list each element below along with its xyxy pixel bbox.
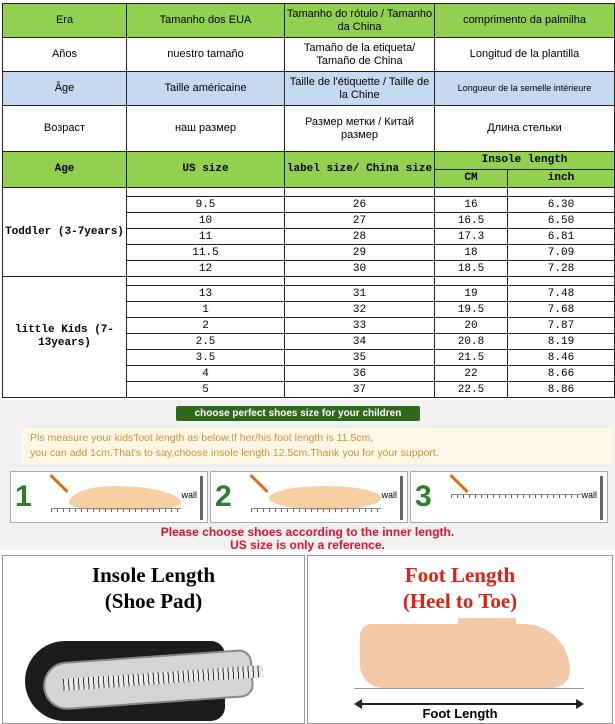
banner-note: [22, 428, 612, 464]
banner-note-line-1: Pls measure your kids'foot length as below.If her/his foot length is 11.5cm,: [30, 432, 374, 444]
spacer-cell: [435, 277, 508, 286]
wall-label: wall: [381, 490, 397, 500]
col-age-pt: Era: [3, 4, 127, 38]
cell-us: 9.5: [127, 197, 285, 213]
cell-inch: 6.81: [508, 229, 615, 245]
wall-icon: [200, 476, 203, 520]
col-insole-pt: comprimento da palmilha: [435, 4, 615, 38]
cell-inch: 7.68: [508, 302, 615, 318]
cell-cm: 19: [435, 286, 508, 302]
foot-image: [360, 624, 570, 688]
spacer-cell: [285, 277, 435, 286]
spacer-cell: [127, 277, 285, 286]
spacer-cell: [435, 188, 508, 197]
col-us-size-ru: наш размер: [127, 106, 285, 152]
cell-cm: 20.8: [435, 334, 508, 350]
cell-inch: 6.30: [508, 197, 615, 213]
cell-cm: 22.5: [435, 382, 508, 398]
red-note-line-1: Please choose shoes according to the inner length.: [160, 525, 455, 539]
cell-inch: 7.09: [508, 245, 615, 261]
col-age-en: Age: [3, 152, 127, 188]
col-insole-fr: Longueur de la semelle intérieure: [435, 72, 615, 106]
wall-icon: [400, 476, 403, 520]
header-row-portuguese: [3, 4, 615, 38]
col-label-size-fr: Taille de l'étiquette / Taille de la Chine: [285, 72, 435, 106]
cell-cn: 34: [285, 334, 435, 350]
header-row-french: [3, 72, 615, 106]
foot-length-label: [308, 706, 612, 721]
pencil-icon: [449, 474, 468, 493]
cell-cm: 18.5: [435, 261, 508, 277]
step-number: 1: [15, 480, 32, 513]
col-us-size-fr: Taille américaine: [127, 72, 285, 106]
cell-cn: 33: [285, 318, 435, 334]
cell-us: 13: [127, 286, 285, 302]
size-reference-note: [0, 526, 615, 552]
col-label-size-ru: Размер метки / Китай размер: [285, 106, 435, 152]
spacer-row: [3, 277, 615, 286]
banner-title: choose perfect shoes size for your children: [176, 406, 420, 421]
col-label-size-en: label size/ China size: [285, 152, 435, 188]
wall-icon: [600, 476, 603, 520]
spacer-cell: [285, 188, 435, 197]
cell-cn: 26: [285, 197, 435, 213]
header-row-english: [3, 152, 615, 170]
col-label-size-es: Tamaño de la etiqueta/ Tamaño de China: [285, 38, 435, 72]
spacer-cell: [127, 188, 285, 197]
foot-subtitle: (Heel to Toe): [402, 589, 518, 613]
header-row-spanish: [3, 38, 615, 72]
measuring-instructions-banner: [0, 400, 615, 550]
col-age-es: Años: [3, 38, 127, 72]
col-age-ru: Возраст: [3, 106, 127, 152]
double-arrow-icon: [356, 703, 582, 705]
banner-note-line-2: you can add 1cm.That's to say,choose insole length 12.5cm.Thank you for your support.: [30, 447, 439, 459]
cell-inch: 8.46: [508, 350, 615, 366]
cell-cm: 19.5: [435, 302, 508, 318]
cell-inch: 6.50: [508, 213, 615, 229]
col-us-size-es: nuestro tamaño: [127, 38, 285, 72]
spacer-cell: [508, 188, 615, 197]
cell-cn: 30: [285, 261, 435, 277]
cell-cn: 37: [285, 382, 435, 398]
cell-us: 11.5: [127, 245, 285, 261]
cell-cn: 36: [285, 366, 435, 382]
step-number: 2: [215, 480, 232, 513]
measure-step-3: [410, 471, 608, 523]
insole-subtitle: (Shoe Pad): [104, 589, 203, 613]
col-insole-length-en: Insole length: [435, 152, 615, 170]
cell-cm: 21.5: [435, 350, 508, 366]
cell-cm: 18: [435, 245, 508, 261]
foot-title: Foot Length: [404, 563, 516, 587]
cell-us: 11: [127, 229, 285, 245]
floor-line: [354, 688, 584, 689]
cell-cm: 16: [435, 197, 508, 213]
cell-cm: 20: [435, 318, 508, 334]
col-insole-es: Longitud de la plantilla: [435, 38, 615, 72]
cell-us: 3.5: [127, 350, 285, 366]
cell-inch: 7.28: [508, 261, 615, 277]
foot-top-icon: [269, 486, 381, 510]
foot-length-panel: [307, 555, 613, 724]
spacer-cell: [508, 277, 615, 286]
cell-inch: 8.19: [508, 334, 615, 350]
cell-us: 12: [127, 261, 285, 277]
foot-side-icon: [69, 486, 181, 510]
col-insole-ru: Длина стельки: [435, 106, 615, 152]
cell-cn: 32: [285, 302, 435, 318]
col-us-size-en: US size: [127, 152, 285, 188]
insole-length-panel: [2, 555, 305, 724]
wall-label: wall: [181, 490, 197, 500]
measure-step-2: [210, 471, 408, 523]
cell-us: 4: [127, 366, 285, 382]
age-group-label: little Kids (7-13years): [3, 277, 127, 398]
cell-cm: 16.5: [435, 213, 508, 229]
measure-step-1: [10, 471, 208, 523]
cell-cn: 35: [285, 350, 435, 366]
col-us-size-pt: Tamanho dos EUA: [127, 4, 285, 38]
spacer-row: [3, 188, 615, 197]
cell-inch: 7.48: [508, 286, 615, 302]
ruler-icon: [51, 508, 181, 512]
header-row-russian: [3, 106, 615, 152]
col-label-size-pt: Tamanho do rótulo / Tamanho da China: [285, 4, 435, 38]
step-number: 3: [415, 480, 432, 513]
pencil-icon: [249, 474, 268, 493]
foot-length-text: Foot Length: [418, 706, 501, 721]
cell-cm: 22: [435, 366, 508, 382]
cell-us: 1: [127, 302, 285, 318]
cell-cn: 27: [285, 213, 435, 229]
cell-cn: 28: [285, 229, 435, 245]
cell-inch: 8.66: [508, 366, 615, 382]
cell-inch: 7.87: [508, 318, 615, 334]
col-age-fr: Âge: [3, 72, 127, 106]
cell-us: 10: [127, 213, 285, 229]
cell-cm: 17.3: [435, 229, 508, 245]
cell-us: 2.5: [127, 334, 285, 350]
size-chart-table: [2, 3, 615, 398]
ruler-icon: [451, 494, 581, 498]
col-inch: inch: [508, 170, 615, 188]
cell-us: 2: [127, 318, 285, 334]
wall-label: wall: [581, 490, 597, 500]
ruler-icon: [251, 508, 381, 512]
red-note-line-2: US size is only a reference.: [230, 538, 385, 552]
cell-cn: 31: [285, 286, 435, 302]
cell-cn: 29: [285, 245, 435, 261]
cell-us: 5: [127, 382, 285, 398]
insole-title: Insole Length: [91, 563, 216, 587]
age-group-label: Toddler (3-7years): [3, 188, 127, 277]
cell-inch: 8.86: [508, 382, 615, 398]
pencil-icon: [49, 474, 68, 493]
size-data-body: [3, 188, 615, 398]
col-cm: CM: [435, 170, 508, 188]
